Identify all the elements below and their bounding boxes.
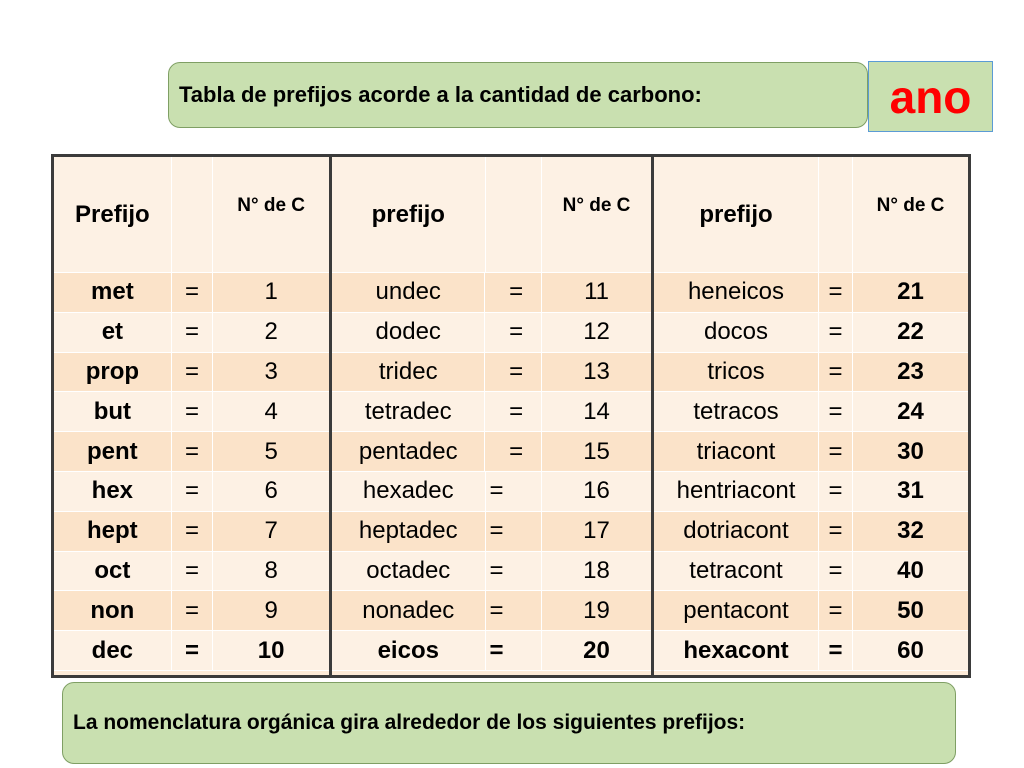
equals-cell: = [819, 313, 853, 352]
table-row [332, 273, 651, 313]
table-row [332, 631, 651, 671]
table-row [54, 591, 329, 631]
table-row [654, 313, 968, 353]
equals-cell: = [486, 631, 543, 670]
carbon-count-cell: 18 [583, 556, 610, 584]
carbon-count-cell: 7 [264, 517, 278, 545]
carbon-count-cell: 20 [583, 636, 610, 664]
prefix-cell: hexadec [332, 472, 486, 511]
equals-cell: = [172, 591, 214, 630]
prefix-cell: dec [54, 631, 172, 670]
equals-cell: = [819, 353, 853, 392]
equals-cell: = [172, 472, 214, 511]
prefix-group-1 [54, 157, 332, 675]
table-row [654, 552, 968, 592]
prefix-cell: octadec [332, 552, 486, 591]
carbon-count-cell: 1 [264, 278, 278, 306]
equals-cell: = [819, 631, 853, 670]
carbon-count-cell: 9 [264, 596, 278, 624]
carbon-count-cell: 24 [897, 397, 924, 425]
carbon-count-cell: 5 [264, 437, 278, 465]
equals-cell: = [172, 353, 214, 392]
carbon-count-cell: 15 [583, 437, 610, 465]
carbon-count-cell: 21 [897, 278, 924, 306]
prefix-cell: docos [654, 313, 819, 352]
equals-cell: = [486, 591, 543, 630]
table-row [654, 591, 968, 631]
table-row [54, 313, 329, 353]
equals-cell: = [819, 273, 853, 312]
equals-cell: = [485, 353, 542, 392]
header-carbon-count: N° de C [876, 195, 945, 216]
table-header-row [332, 157, 651, 273]
equals-cell: = [819, 552, 853, 591]
header-prefix: prefijo [654, 157, 819, 272]
table-row [332, 472, 651, 512]
carbon-count-cell: 3 [264, 357, 278, 385]
prefix-cell: non [54, 591, 172, 630]
prefix-cell: tetracont [654, 552, 819, 591]
table-header-row [54, 157, 329, 273]
equals-cell: = [819, 472, 853, 511]
carbon-count-cell: 31 [897, 477, 924, 505]
table-row [332, 512, 651, 552]
header-blank [486, 157, 542, 272]
carbon-count-cell: 60 [897, 636, 924, 664]
table-row [654, 432, 968, 472]
footer-note [62, 682, 956, 764]
prefix-cell: hept [54, 512, 172, 551]
table-row [332, 432, 651, 472]
prefix-cell: prop [54, 353, 172, 392]
carbon-count-cell: 19 [583, 596, 610, 624]
table-row [654, 353, 968, 393]
table-row [54, 472, 329, 512]
equals-cell: = [172, 631, 214, 670]
equals-cell: = [486, 512, 543, 551]
table-row [54, 631, 329, 671]
equals-cell: = [819, 591, 853, 630]
prefix-cell: pentacont [654, 591, 819, 630]
prefix-cell: tetracos [654, 392, 819, 431]
carbon-count-cell: 14 [583, 397, 610, 425]
equals-cell: = [172, 273, 214, 312]
prefix-cell: met [54, 273, 172, 312]
table-row [332, 552, 651, 592]
prefix-cell: dotriacont [654, 512, 819, 551]
carbon-count-cell: 4 [264, 397, 278, 425]
carbon-count-cell: 50 [897, 596, 924, 624]
equals-cell: = [485, 313, 542, 352]
header-blank [172, 157, 214, 272]
equals-cell: = [819, 392, 853, 431]
carbon-count-cell: 30 [897, 437, 924, 465]
table-row [54, 392, 329, 432]
equals-cell: = [172, 392, 214, 431]
prefix-cell: tridec [332, 353, 485, 392]
carbon-count-cell: 11 [584, 278, 609, 306]
equals-cell: = [485, 432, 542, 471]
prefix-cell: hex [54, 472, 172, 511]
table-header-row [654, 157, 968, 273]
equals-cell: = [485, 273, 542, 312]
table-row [654, 631, 968, 671]
prefix-table [51, 154, 971, 678]
carbon-count-cell: 2 [264, 318, 278, 346]
prefix-cell: tetradec [332, 392, 485, 431]
equals-cell: = [485, 392, 542, 431]
table-row [332, 591, 651, 631]
table-row [654, 512, 968, 552]
table-row [332, 313, 651, 353]
table-row [54, 353, 329, 393]
prefix-cell: dodec [332, 313, 485, 352]
prefix-cell: eicos [332, 631, 486, 670]
equals-cell: = [172, 432, 214, 471]
suffix-box [868, 61, 993, 132]
table-row [54, 552, 329, 592]
prefix-cell: pent [54, 432, 172, 471]
table-row [54, 273, 329, 313]
equals-cell: = [486, 552, 543, 591]
equals-cell: = [819, 432, 853, 471]
carbon-count-cell: 22 [897, 318, 924, 346]
prefix-cell: hentriacont [654, 472, 819, 511]
prefix-cell: hexacont [654, 631, 819, 670]
header-blank [819, 157, 853, 272]
table-row [54, 512, 329, 552]
footer-note-text: La nomenclatura orgánica gira alrededor de los siguientes prefijos: [73, 711, 746, 734]
prefix-cell: undec [332, 273, 485, 312]
header-carbon-count: N° de C [237, 195, 306, 216]
prefix-cell: heneicos [654, 273, 819, 312]
prefix-cell: nonadec [332, 591, 486, 630]
header-prefix: Prefijo [54, 157, 172, 272]
prefix-cell: triacont [654, 432, 819, 471]
table-row [54, 432, 329, 472]
carbon-count-cell: 10 [257, 636, 285, 664]
prefix-cell: oct [54, 552, 172, 591]
prefix-cell: heptadec [332, 512, 486, 551]
carbon-count-cell: 12 [583, 318, 610, 346]
slide-title-text: Tabla de prefijos acorde a la cantidad de carbono: [179, 82, 702, 107]
table-row [654, 273, 968, 313]
carbon-count-cell: 6 [264, 477, 278, 505]
carbon-count-cell: 23 [897, 357, 924, 385]
prefix-cell: tricos [654, 353, 819, 392]
equals-cell: = [819, 512, 853, 551]
header-prefix: prefijo [332, 157, 486, 272]
table-row [332, 353, 651, 393]
carbon-count-cell: 16 [583, 477, 610, 505]
suffix-text: ano [889, 70, 972, 123]
carbon-count-cell: 40 [897, 556, 924, 584]
prefix-group-3 [654, 157, 968, 675]
carbon-count-cell: 8 [264, 556, 278, 584]
equals-cell: = [172, 313, 214, 352]
prefix-cell: pentadec [332, 432, 485, 471]
header-carbon-count: N° de C [562, 195, 631, 216]
carbon-count-cell: 13 [583, 357, 610, 385]
equals-cell: = [486, 472, 543, 511]
equals-cell: = [172, 552, 214, 591]
carbon-count-cell: 17 [583, 517, 610, 545]
carbon-count-cell: 32 [897, 517, 924, 545]
prefix-cell: et [54, 313, 172, 352]
prefix-cell: but [54, 392, 172, 431]
equals-cell: = [172, 512, 214, 551]
prefix-group-2 [332, 157, 654, 675]
table-row [654, 472, 968, 512]
table-row [332, 392, 651, 432]
slide-title [168, 62, 868, 128]
table-row [654, 392, 968, 432]
